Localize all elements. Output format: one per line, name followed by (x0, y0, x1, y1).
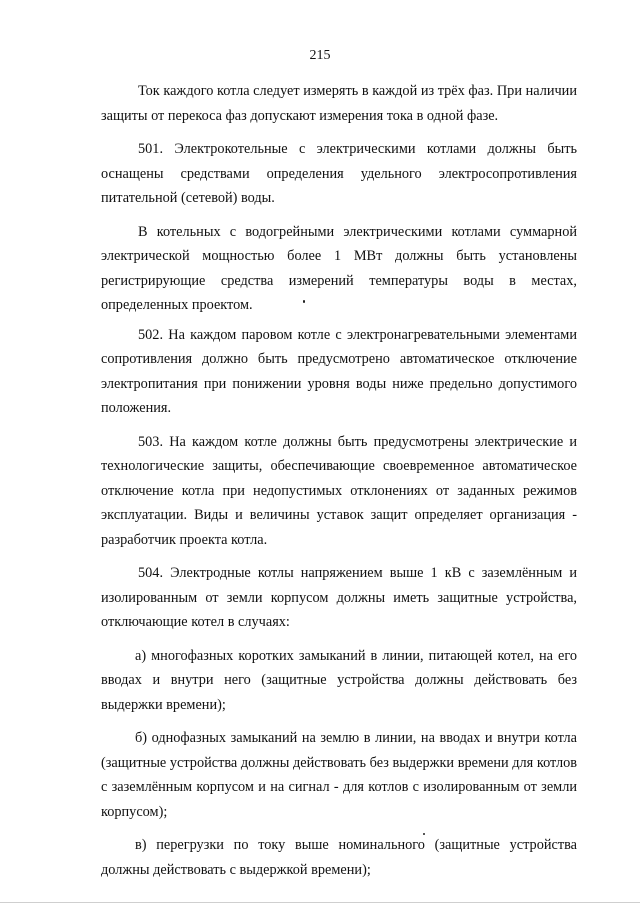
paragraph-503: 503. На каждом котле должны быть предусмотрены электрические и технологические защиты, обеспечивающие своевременное автоматическое отключение котла при недопустимых отклонениях от заданных режимов эксплуатации. Виды и величины уставок защит определяет организация - разработчик проекта котла. (101, 433, 577, 548)
paragraph-504: 504. Электродные котлы напряжением выше 1 кВ с заземлённым и изолированным от земли корпусом должны иметь защитные устройства, отключающие котел в случаях: (101, 565, 577, 630)
list-item-b: б) однофазных замыканий на землю в линии, на вводах и внутри котла (защитные устройства должны действовать без выдержки времени для котлов с заземлённым корпусом и на сигнал - для котлов с изолированным от земли корпусом); (101, 730, 577, 820)
scan-speck (303, 300, 305, 303)
paragraph-501: 501. Электрокотельные с электрическими котлами должны быть оснащены средствами определения удельного электросопротивления питательной (сетевой) воды. (101, 141, 577, 206)
paragraph-phase-current: Ток каждого котла следует измерять в каждой из трёх фаз. При наличии защиты от перекоса фаз допускают измерения тока в одной фазе. (101, 83, 577, 124)
body-text (101, 79, 577, 882)
list-item-a: а) многофазных коротких замыканий в линии, питающей котел, на его вводах и внутри него (защитные устройства должны действовать без выдержки времени); (101, 647, 577, 713)
scan-speck (423, 833, 425, 835)
page-number: 215 (309, 48, 331, 63)
list-item-c: в) перегрузки по току выше номинального (защитные устройства должны действовать с выдержкой времени); (101, 837, 577, 878)
page-bottom-edge (0, 902, 640, 903)
paragraph-502: 502. На каждом паровом котле с электронагревательными элементами сопротивления должно быть предусмотрено автоматическое отключение электропитания при понижении уровня воды ниже предельно допустимого положения. (101, 326, 577, 416)
paragraph-501-water-boilers: В котельных с водогрейными электрическими котлами суммарной электрической мощностью более 1 МВт должны быть установлены регистрирующие средства измерений температуры воды в местах, определенных проектом. (101, 223, 577, 313)
